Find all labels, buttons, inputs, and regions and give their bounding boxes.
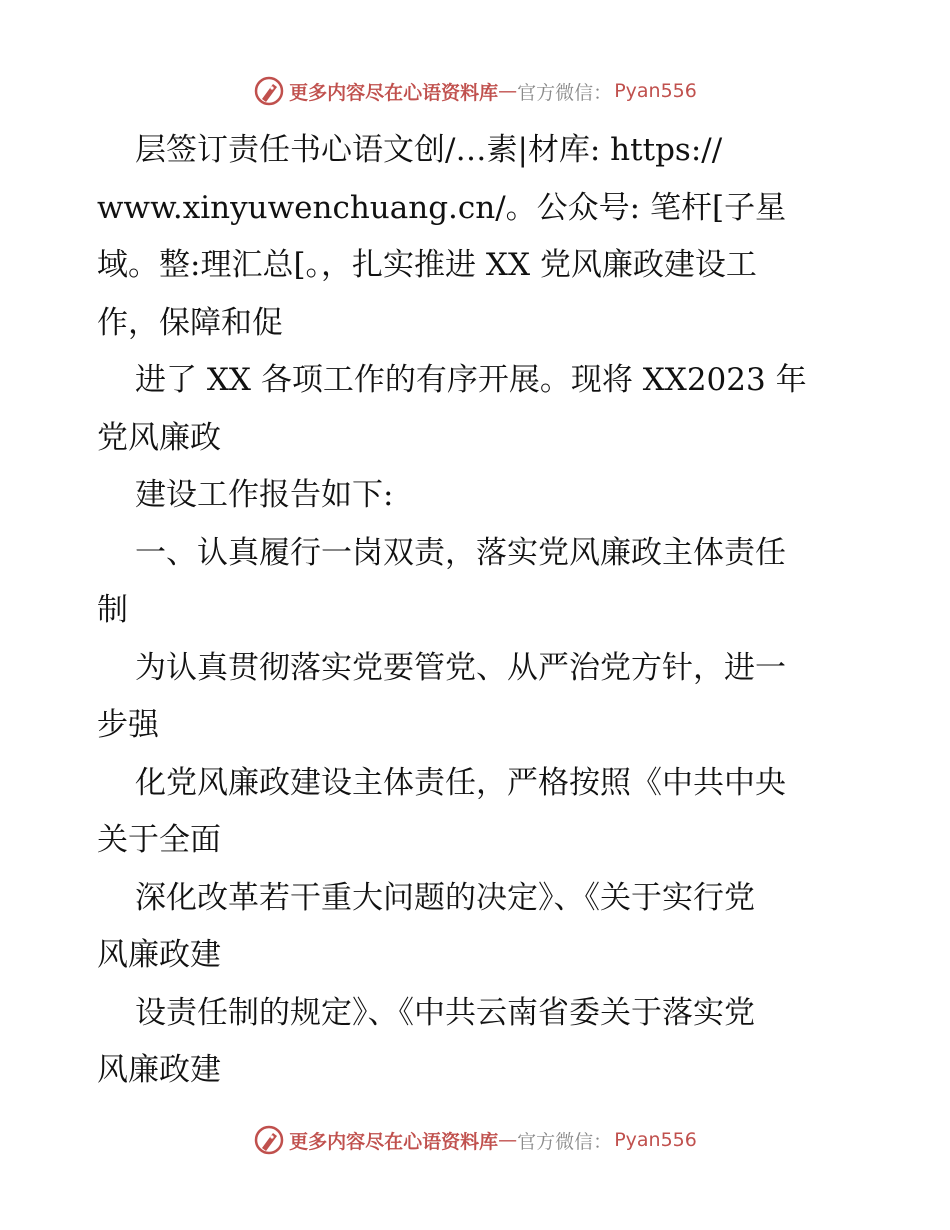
document-body (97, 122, 857, 1100)
footer-brand-text: 更多内容尽在心语资料库 (289, 1130, 499, 1153)
body-line: 域。整:理汇总[。，扎实推进 XX 党风廉政建设工 (97, 247, 757, 283)
header-brand-text: 更多内容尽在心语资料库 (289, 81, 499, 104)
footer-banner (0, 1120, 950, 1160)
header-separator: — (498, 80, 518, 102)
body-line: 建设工作报告如下: (135, 477, 394, 513)
body-line: 制 (97, 592, 128, 628)
body-line: 化党风廉政建设主体责任，严格按照《中共中央 (135, 764, 786, 801)
body-line: 层签订责任书心语文创/…素|材库: https:// (135, 132, 723, 168)
body-line: 设责任制的规定》、《中共云南省委关于落实党 (135, 994, 755, 1031)
header-banner (0, 71, 950, 111)
body-line: 党风廉政 (97, 419, 221, 456)
pen-nib-logo-icon (253, 1124, 285, 1156)
body-line: 进了 XX 各项工作的有序开展。现将 XX2023 年 (135, 362, 807, 398)
body-line: 风廉政建 (97, 937, 221, 973)
header-wechat-label: 官方微信： (517, 81, 613, 104)
body-line: 深化改革若干重大问题的决定》、《关于实行党 (135, 879, 755, 916)
body-line: 作，保障和促 (97, 304, 283, 341)
header-wechat-id: Pyan556 (614, 80, 697, 102)
footer-separator: — (498, 1129, 518, 1151)
body-line: 关于全面 (97, 822, 221, 858)
body-line: 风廉政建 (97, 1052, 221, 1088)
section-heading: 一、认真履行一岗双责，落实党风廉政主体责任 (135, 534, 786, 571)
body-line: 步强 (97, 707, 159, 743)
body-line: 为认真贯彻落实党要管党、从严治党方针，进一 (135, 649, 786, 686)
footer-wechat-id: Pyan556 (614, 1129, 697, 1151)
body-line: www.xinyuwenchuang.cn/。公众号: 笔杆[子星 (97, 189, 787, 226)
pen-nib-logo-icon (253, 75, 285, 107)
footer-wechat-label: 官方微信： (517, 1130, 613, 1153)
